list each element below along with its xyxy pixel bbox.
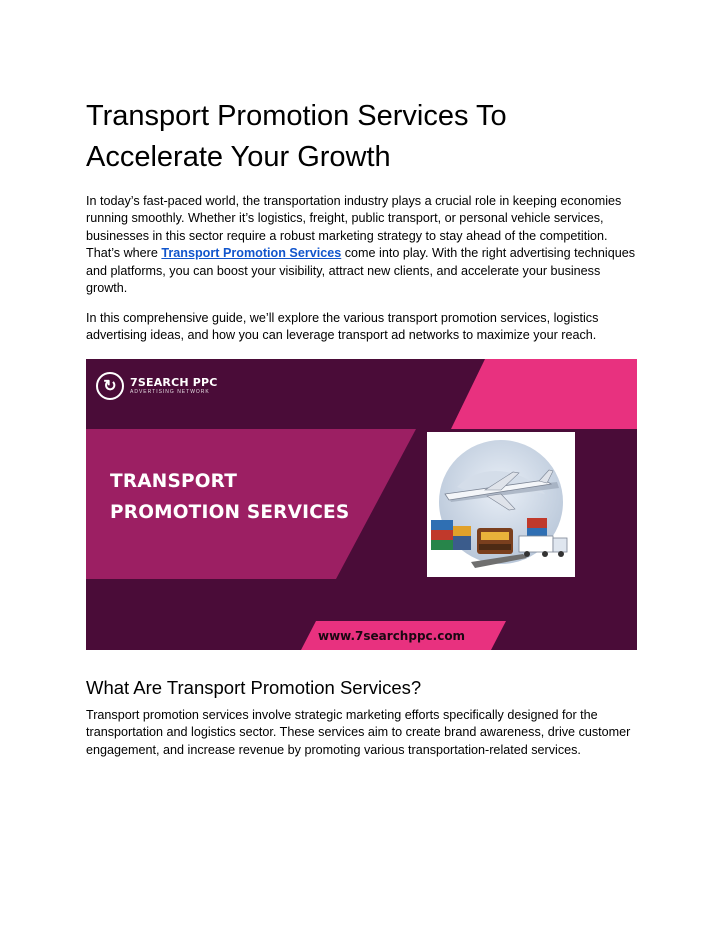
transport-illustration xyxy=(427,432,575,577)
intro-text-before-link: In today’s fast-paced world, the transportation industry plays a crucial role in keeping economies running smoothly. Whether it’s logistics, freight, public transport, or personal vehicle services, businesses in this sector require a robust marketing strategy to stay ahead of the competition. That’s where xyxy=(86,194,622,261)
section-heading: What Are Transport Promotion Services? xyxy=(86,677,422,698)
truck-icon xyxy=(519,536,567,557)
logo-mark-icon: ↻ xyxy=(96,372,124,400)
globe-plane-truck-ship-illustration xyxy=(427,432,575,577)
intro-paragraph xyxy=(86,193,642,297)
transport-promotion-banner xyxy=(86,359,637,650)
transport-promotion-services-link[interactable]: Transport Promotion Services xyxy=(161,246,342,261)
banner-headline-line1: TRANSPORT xyxy=(110,471,238,492)
intro-text-after-link: come into play. With the right advertising techniques and platforms, you can boost your visibility, attract new clients, and accelerate your business growth. xyxy=(86,246,636,296)
logo-tagline: ADVERTISING NETWORK xyxy=(130,389,210,395)
section-body: Transport promotion services involve strategic marketing efforts specifically designed for the transportation and logistics sector. These services aim to create brand awareness, drive customer engagement, and increase revenue by promoting various transportation-related services. xyxy=(86,708,631,757)
banner-top-accent xyxy=(451,359,637,429)
guide-paragraph: In this comprehensive guide, we’ll explore the various transport promotion services, logistics advertising ideas, and how you can leverage transport ad networks to maximize your reach. xyxy=(86,311,599,343)
logo-name: 7SEARCH PPC xyxy=(130,376,218,389)
page-title: Transport Promotion Services To Accelerate Your Growth xyxy=(86,100,507,173)
brand-logo xyxy=(96,369,218,403)
banner-website-url: www.7searchppc.com xyxy=(318,629,466,643)
banner-headline-line2: PROMOTION SERVICES xyxy=(110,502,350,523)
